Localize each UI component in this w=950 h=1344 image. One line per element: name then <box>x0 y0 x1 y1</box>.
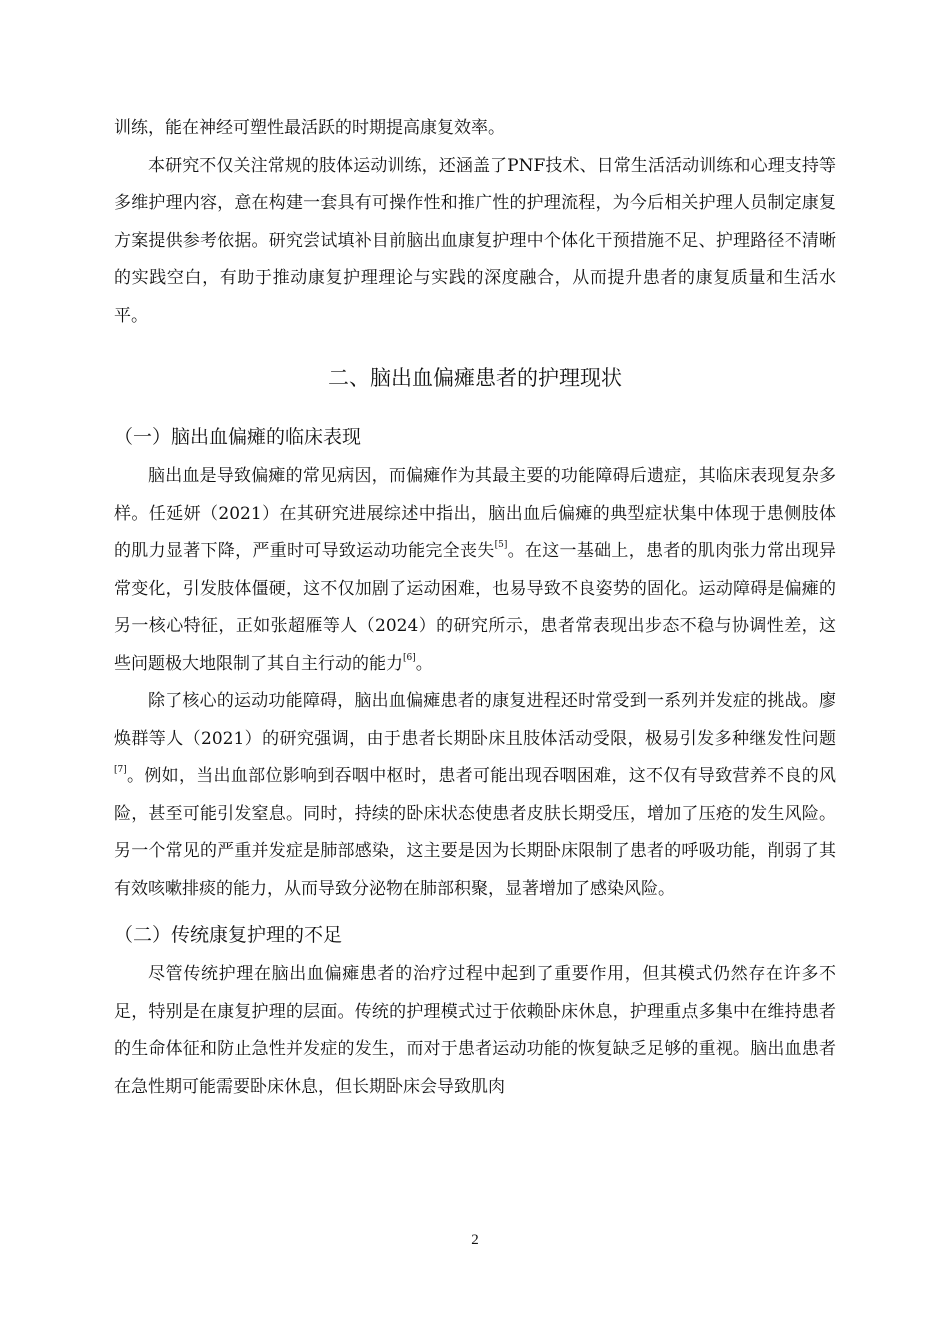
page-number: 2 <box>471 1232 479 1248</box>
paragraph <box>114 458 836 683</box>
paragraph: 训练，能在神经可塑性最活跃的时期提高康复效率。 <box>114 118 505 138</box>
section-heading: 二、脑出血偏瘫患者的护理现状 <box>328 366 622 390</box>
paragraph-text: 。在这一基础上，患者的肌肉张力常出现异常变化，引发肢体僵硬，这不仅加剧了运动困难，也易导致不良姿势的固化。运动障碍是偏瘫的另一核心特征，正如张超雁等人（2024）的研究所示，患者常表现出步态不稳与协调性差，这些问题极大地限制了其自主行动的能力 <box>114 541 837 674</box>
paragraph <box>114 683 836 908</box>
page-body <box>114 110 836 1106</box>
paragraph-text: 。例如，当出血部位影响到吞咽中枢时，患者可能出现吞咽困难，这不仅有导致营养不良的风险，甚至可能引发窒息。同时，持续的卧床状态使患者皮肤长期受压，增加了压疮的发生风险。另一个常见的严重并发症是肺部感染，这主要是因为长期卧床限制了患者的呼吸功能，削弱了其有效咳嗽排痰的能力，从而导致分泌物在肺部积聚，显著增加了感染风险。 <box>114 766 836 899</box>
paragraph: 本研究不仅关注常规的肢体运动训练，还涵盖了PNF技术、日常生活活动训练和心理支持等多维护理内容，意在构建一套具有可操作性和推广性的护理流程，为今后相关护理人员制定康复方案提供参考依据。研究尝试填补目前脑出血康复护理中个体化干预措施不足、护理路径不清晰的实践空白，有助于推动康复护理理论与实践的深度融合，从而提升患者的康复质量和生活水平。 <box>114 155 836 326</box>
subsection-heading: （一）脑出血偏瘫的临床表现 <box>114 426 362 448</box>
paragraph: 尽管传统护理在脑出血偏瘫患者的治疗过程中起到了重要作用，但其模式仍然存在许多不足，特别是在康复护理的层面。传统的护理模式过于依赖卧床休息，护理重点多集中在维持患者的生命体征和防止急性并发症的发生，而对于患者运动功能的恢复缺乏足够的重视。脑出血患者在急性期可能需要卧床休息，但长期卧床会导致肌肉 <box>114 964 836 1097</box>
subsection-heading: （二）传统康复护理的不足 <box>114 924 343 946</box>
paragraph-text: 除了核心的运动功能障碍，脑出血偏瘫患者的康复进程还时常受到一系列并发症的挑战。廖焕群等人（2021）的研究强调，由于患者长期卧床且肢体活动受限，极易引发多种继发性问题 <box>114 691 836 749</box>
citation-ref: [7] <box>114 765 127 776</box>
citation-ref: [5] <box>494 540 508 551</box>
paragraph-text: 脑出血是导致偏瘫的常见病因，而偏瘫作为其最主要的功能障碍后遗症，其临床表现复杂多样。任延妍（2021）在其研究进展综述中指出，脑出血后偏瘫的典型症状集中体现于患侧肢体的肌力显著下降，严重时可导致运动功能完全丧失 <box>114 466 836 561</box>
paragraph-text: 。 <box>415 653 433 674</box>
citation-ref: [6] <box>403 652 416 663</box>
